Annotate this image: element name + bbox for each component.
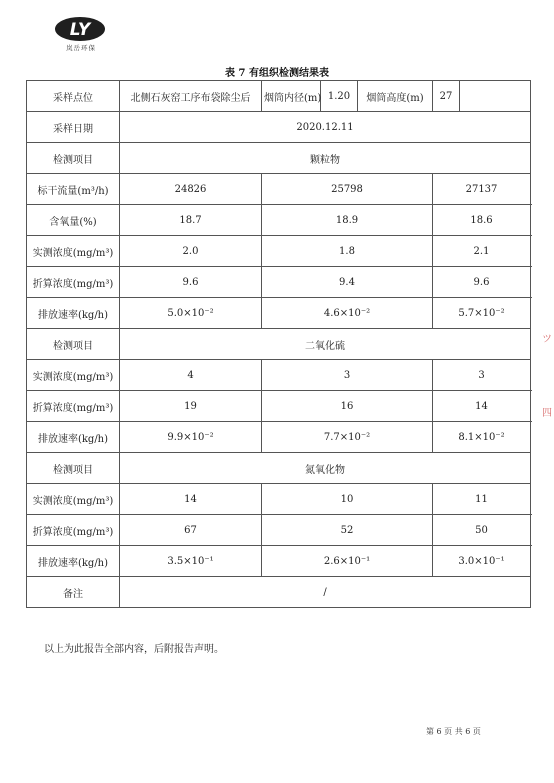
section-header-row: [27, 143, 531, 174]
detection-item-label: 检测项目: [27, 453, 120, 484]
row-label: 实测浓度(mg/m³): [27, 236, 120, 267]
table-row: [27, 174, 531, 205]
value-cell: 4.6×10⁻²: [262, 298, 433, 329]
table-row: [27, 546, 531, 577]
value-cell: 2.6×10⁻¹: [262, 546, 433, 577]
value-cell: 8.1×10⁻²: [433, 422, 531, 453]
stamp-fragment-top: ツ: [542, 334, 552, 345]
table-row: [27, 298, 531, 329]
detection-item-name: 颗粒物: [120, 143, 531, 174]
results-table-body: [27, 81, 531, 608]
table-row: [27, 515, 531, 546]
value-cell: 18.7: [120, 205, 262, 236]
value-cell: 50: [433, 515, 531, 546]
stack-height-value: 27: [433, 81, 460, 112]
remarks-row: [27, 577, 531, 608]
row-label: 排放速率(kg/h): [27, 546, 120, 577]
value-cell: 25798: [262, 174, 433, 205]
remarks-value: /: [120, 577, 531, 608]
row-label: 标干流量(m³/h): [27, 174, 120, 205]
svg-text:LY: LY: [69, 20, 91, 40]
value-cell: 10: [262, 484, 433, 515]
detection-item-label: 检测项目: [27, 143, 120, 174]
stamp-fragment-bottom: 四: [542, 408, 552, 419]
row-label: 含氧量(%): [27, 205, 120, 236]
header-row-sampling-date: [27, 112, 531, 143]
value-cell: 16: [262, 391, 433, 422]
header-row-sampling-point: [27, 81, 531, 112]
company-logo: [46, 14, 116, 54]
detection-item-label: 检测项目: [27, 329, 120, 360]
table-row: [27, 484, 531, 515]
value-cell: 1.8: [262, 236, 433, 267]
table-row: [27, 236, 531, 267]
table-row: [27, 267, 531, 298]
row-label: 折算浓度(mg/m³): [27, 391, 120, 422]
report-footnote: 以上为此报告全部内容，后附报告声明。: [44, 644, 224, 655]
value-cell: 9.9×10⁻²: [120, 422, 262, 453]
table-row: [27, 422, 531, 453]
ly-logo-mark: [54, 16, 106, 42]
remarks-label: 备注: [27, 577, 120, 608]
value-cell: 18.9: [262, 205, 433, 236]
stack-diameter-value: 1.20: [321, 81, 358, 112]
value-cell: 27137: [433, 174, 531, 205]
row-label: 折算浓度(mg/m³): [27, 515, 120, 546]
value-cell: 14: [120, 484, 262, 515]
section-header-row: [27, 453, 531, 484]
sampling-point-value: 北侧石灰窑工序布袋除尘后: [120, 81, 262, 112]
value-cell: 14: [433, 391, 531, 422]
results-table: [26, 80, 531, 608]
value-cell: 9.6: [433, 267, 531, 298]
detection-item-name: 二氧化硫: [120, 329, 531, 360]
value-cell: 2.0: [120, 236, 262, 267]
row-label: 实测浓度(mg/m³): [27, 360, 120, 391]
row-label: 实测浓度(mg/m³): [27, 484, 120, 515]
table-title: 表 7 有组织检测结果表: [225, 68, 329, 79]
value-cell: 67: [120, 515, 262, 546]
detection-item-name: 氮氧化物: [120, 453, 531, 484]
value-cell: 3: [262, 360, 433, 391]
value-cell: 4: [120, 360, 262, 391]
table-row: [27, 360, 531, 391]
stack-diameter-label: 烟筒内径(m): [262, 81, 321, 112]
row-label: 折算浓度(mg/m³): [27, 267, 120, 298]
row-label: 排放速率(kg/h): [27, 298, 120, 329]
value-cell: 5.0×10⁻²: [120, 298, 262, 329]
sampling-point-label: 采样点位: [27, 81, 120, 112]
page-number: 第 6 页 共 6 页: [426, 727, 481, 736]
value-cell: 2.1: [433, 236, 531, 267]
value-cell: 11: [433, 484, 531, 515]
value-cell: 9.4: [262, 267, 433, 298]
value-cell: 3.0×10⁻¹: [433, 546, 531, 577]
value-cell: 19: [120, 391, 262, 422]
table-row: [27, 391, 531, 422]
sampling-date-label: 采样日期: [27, 112, 120, 143]
header-empty-cell: [460, 81, 531, 112]
value-cell: 7.7×10⁻²: [262, 422, 433, 453]
value-cell: 5.7×10⁻²: [433, 298, 531, 329]
sampling-date-value: 2020.12.11: [120, 112, 531, 143]
table-row: [27, 205, 531, 236]
value-cell: 24826: [120, 174, 262, 205]
row-label: 排放速率(kg/h): [27, 422, 120, 453]
value-cell: 3: [433, 360, 531, 391]
value-cell: 18.6: [433, 205, 531, 236]
stack-height-label: 烟筒高度(m): [358, 81, 433, 112]
value-cell: 52: [262, 515, 433, 546]
value-cell: 3.5×10⁻¹: [120, 546, 262, 577]
value-cell: 9.6: [120, 267, 262, 298]
logo-text: 岚岳环保: [66, 44, 96, 52]
section-header-row: [27, 329, 531, 360]
